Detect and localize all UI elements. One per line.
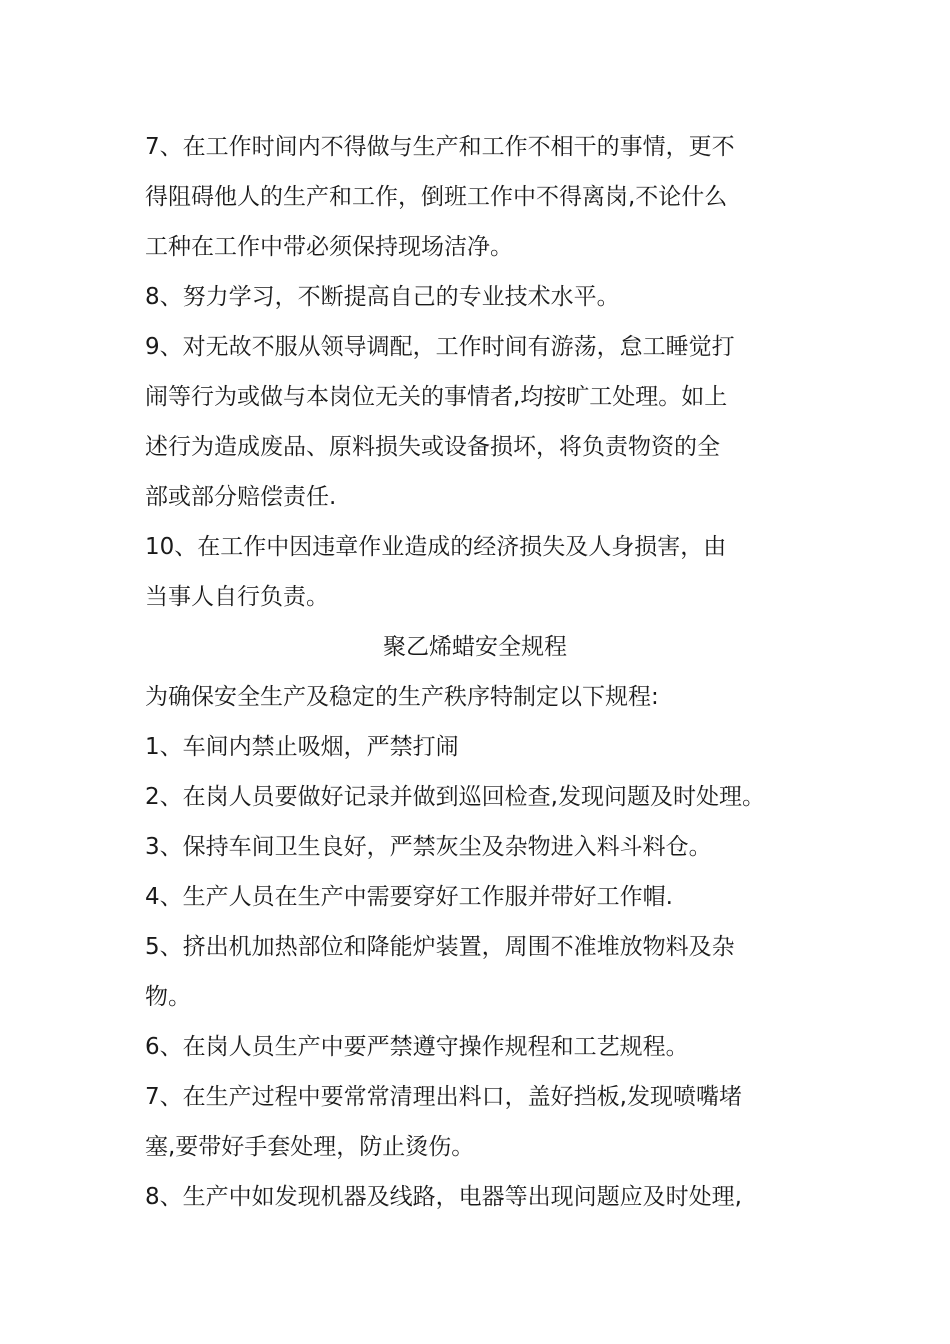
text-line: 当事人自行负责。 xyxy=(145,584,329,610)
text-line: 5、挤出机加热部位和降能炉装置，周围不准堆放物料及杂 xyxy=(145,934,735,960)
text-line: 部或部分赔偿责任. xyxy=(145,484,337,510)
text-line: 10、在工作中因违章作业造成的经济损失及人身损害，由 xyxy=(145,534,727,560)
text-line: 7、在工作时间内不得做与生产和工作不相干的事情，更不 xyxy=(145,134,735,160)
text-line: 8、生产中如发现机器及线路，电器等出现问题应及时处理, xyxy=(145,1184,742,1210)
text-line: 4、生产人员在生产中需要穿好工作服并带好工作帽. xyxy=(145,884,673,910)
text-line: 得阻碍他人的生产和工作，倒班工作中不得离岗,不论什么 xyxy=(145,184,728,210)
text-line: 闹等行为或做与本岗位无关的事情者,均按旷工处理。如上 xyxy=(145,384,728,410)
text-line: 为确保安全生产及稳定的生产秩序特制定以下规程: xyxy=(145,684,659,710)
text-line: 1、车间内禁止吸烟，严禁打闹 xyxy=(145,734,459,760)
text-line: 述行为造成废品、原料损失或设备损坏，将负责物资的全 xyxy=(145,434,720,460)
text-line: 8、努力学习，不断提高自己的专业技术水平。 xyxy=(145,284,620,310)
text-line: 2、在岗人员要做好记录并做到巡回检查,发现问题及时处理。 xyxy=(145,784,765,810)
text-line: 3、保持车间卫生良好，严禁灰尘及杂物进入料斗料仓。 xyxy=(145,834,712,860)
section-heading: 聚乙烯蜡安全规程 xyxy=(383,634,567,660)
text-line: 物。 xyxy=(145,984,191,1010)
text-line: 9、对无故不服从领导调配，工作时间有游荡，怠工睡觉打 xyxy=(145,334,735,360)
text-line: 工种在工作中带必须保持现场洁净。 xyxy=(145,234,513,260)
text-line: 7、在生产过程中要常常清理出料口，盖好挡板,发现喷嘴堵 xyxy=(145,1084,742,1110)
text-line: 塞,要带好手套处理，防止烫伤。 xyxy=(145,1134,475,1160)
text-line: 6、在岗人员生产中要严禁遵守操作规程和工艺规程。 xyxy=(145,1034,689,1060)
